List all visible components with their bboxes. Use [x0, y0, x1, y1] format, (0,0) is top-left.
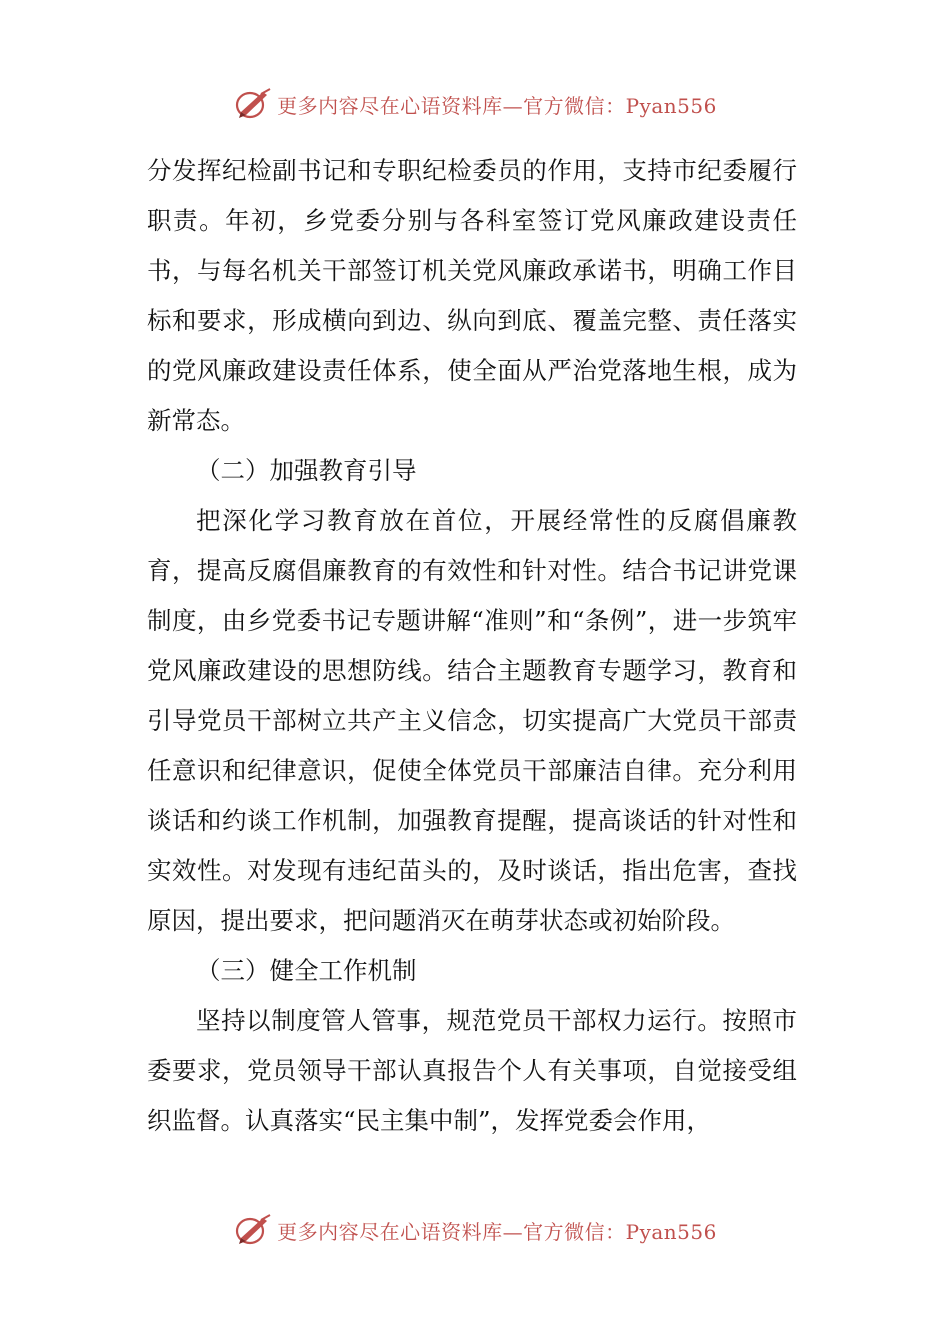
section-heading-3: （三）健全工作机制	[196, 956, 417, 985]
pen-logo-icon	[233, 1212, 273, 1248]
document-body	[147, 146, 797, 1146]
header-banner	[0, 84, 950, 124]
pen-logo-icon	[233, 86, 273, 122]
paragraph-education: 把深化学习教育放在首位，开展经常性的反腐倡廉教育，提高反腐倡廉教育的有效性和针对性。结合书记讲党课制度，由乡党委书记专题讲解“准则”和“条例”，进一步筑牢党风廉政建设的思想防线。结合主题教育专题学习，教育和引导党员干部树立共产主义信念，切实提高广大党员干部责任意识和纪律意识，促使全体党员干部廉洁自律。充分利用谈话和约谈工作机制，加强教育提醒，提高谈话的针对性和实效性。对发现有违纪苗头的，及时谈话，指出危害，查找原因，提出要求，把问题消灭在萌芽状态或初始阶段。	[147, 506, 797, 935]
section-heading-2: （二）加强教育引导	[196, 456, 417, 485]
paragraph-continuation: 分发挥纪检副书记和专职纪检委员的作用，支持市纪委履行职责。年初，乡党委分别与各科室签订党风廉政建设责任书，与每名机关干部签订机关党风廉政承诺书，明确工作目标和要求，形成横向到边、纵向到底、覆盖完整、责任落实的党风廉政建设责任体系，使全面从严治党落地生根，成为新常态。	[147, 156, 797, 435]
header-banner-text: 更多内容尽在心语资料库—官方微信：Pyan556	[277, 93, 717, 118]
paragraph-mechanism: 坚持以制度管人管事，规范党员干部权力运行。按照市委要求，党员领导干部认真报告个人有关事项，自觉接受组织监督。认真落实“民主集中制”，发挥党委会作用，	[147, 1006, 797, 1135]
footer-banner	[0, 1210, 950, 1250]
footer-banner-text: 更多内容尽在心语资料库—官方微信：Pyan556	[277, 1219, 717, 1244]
